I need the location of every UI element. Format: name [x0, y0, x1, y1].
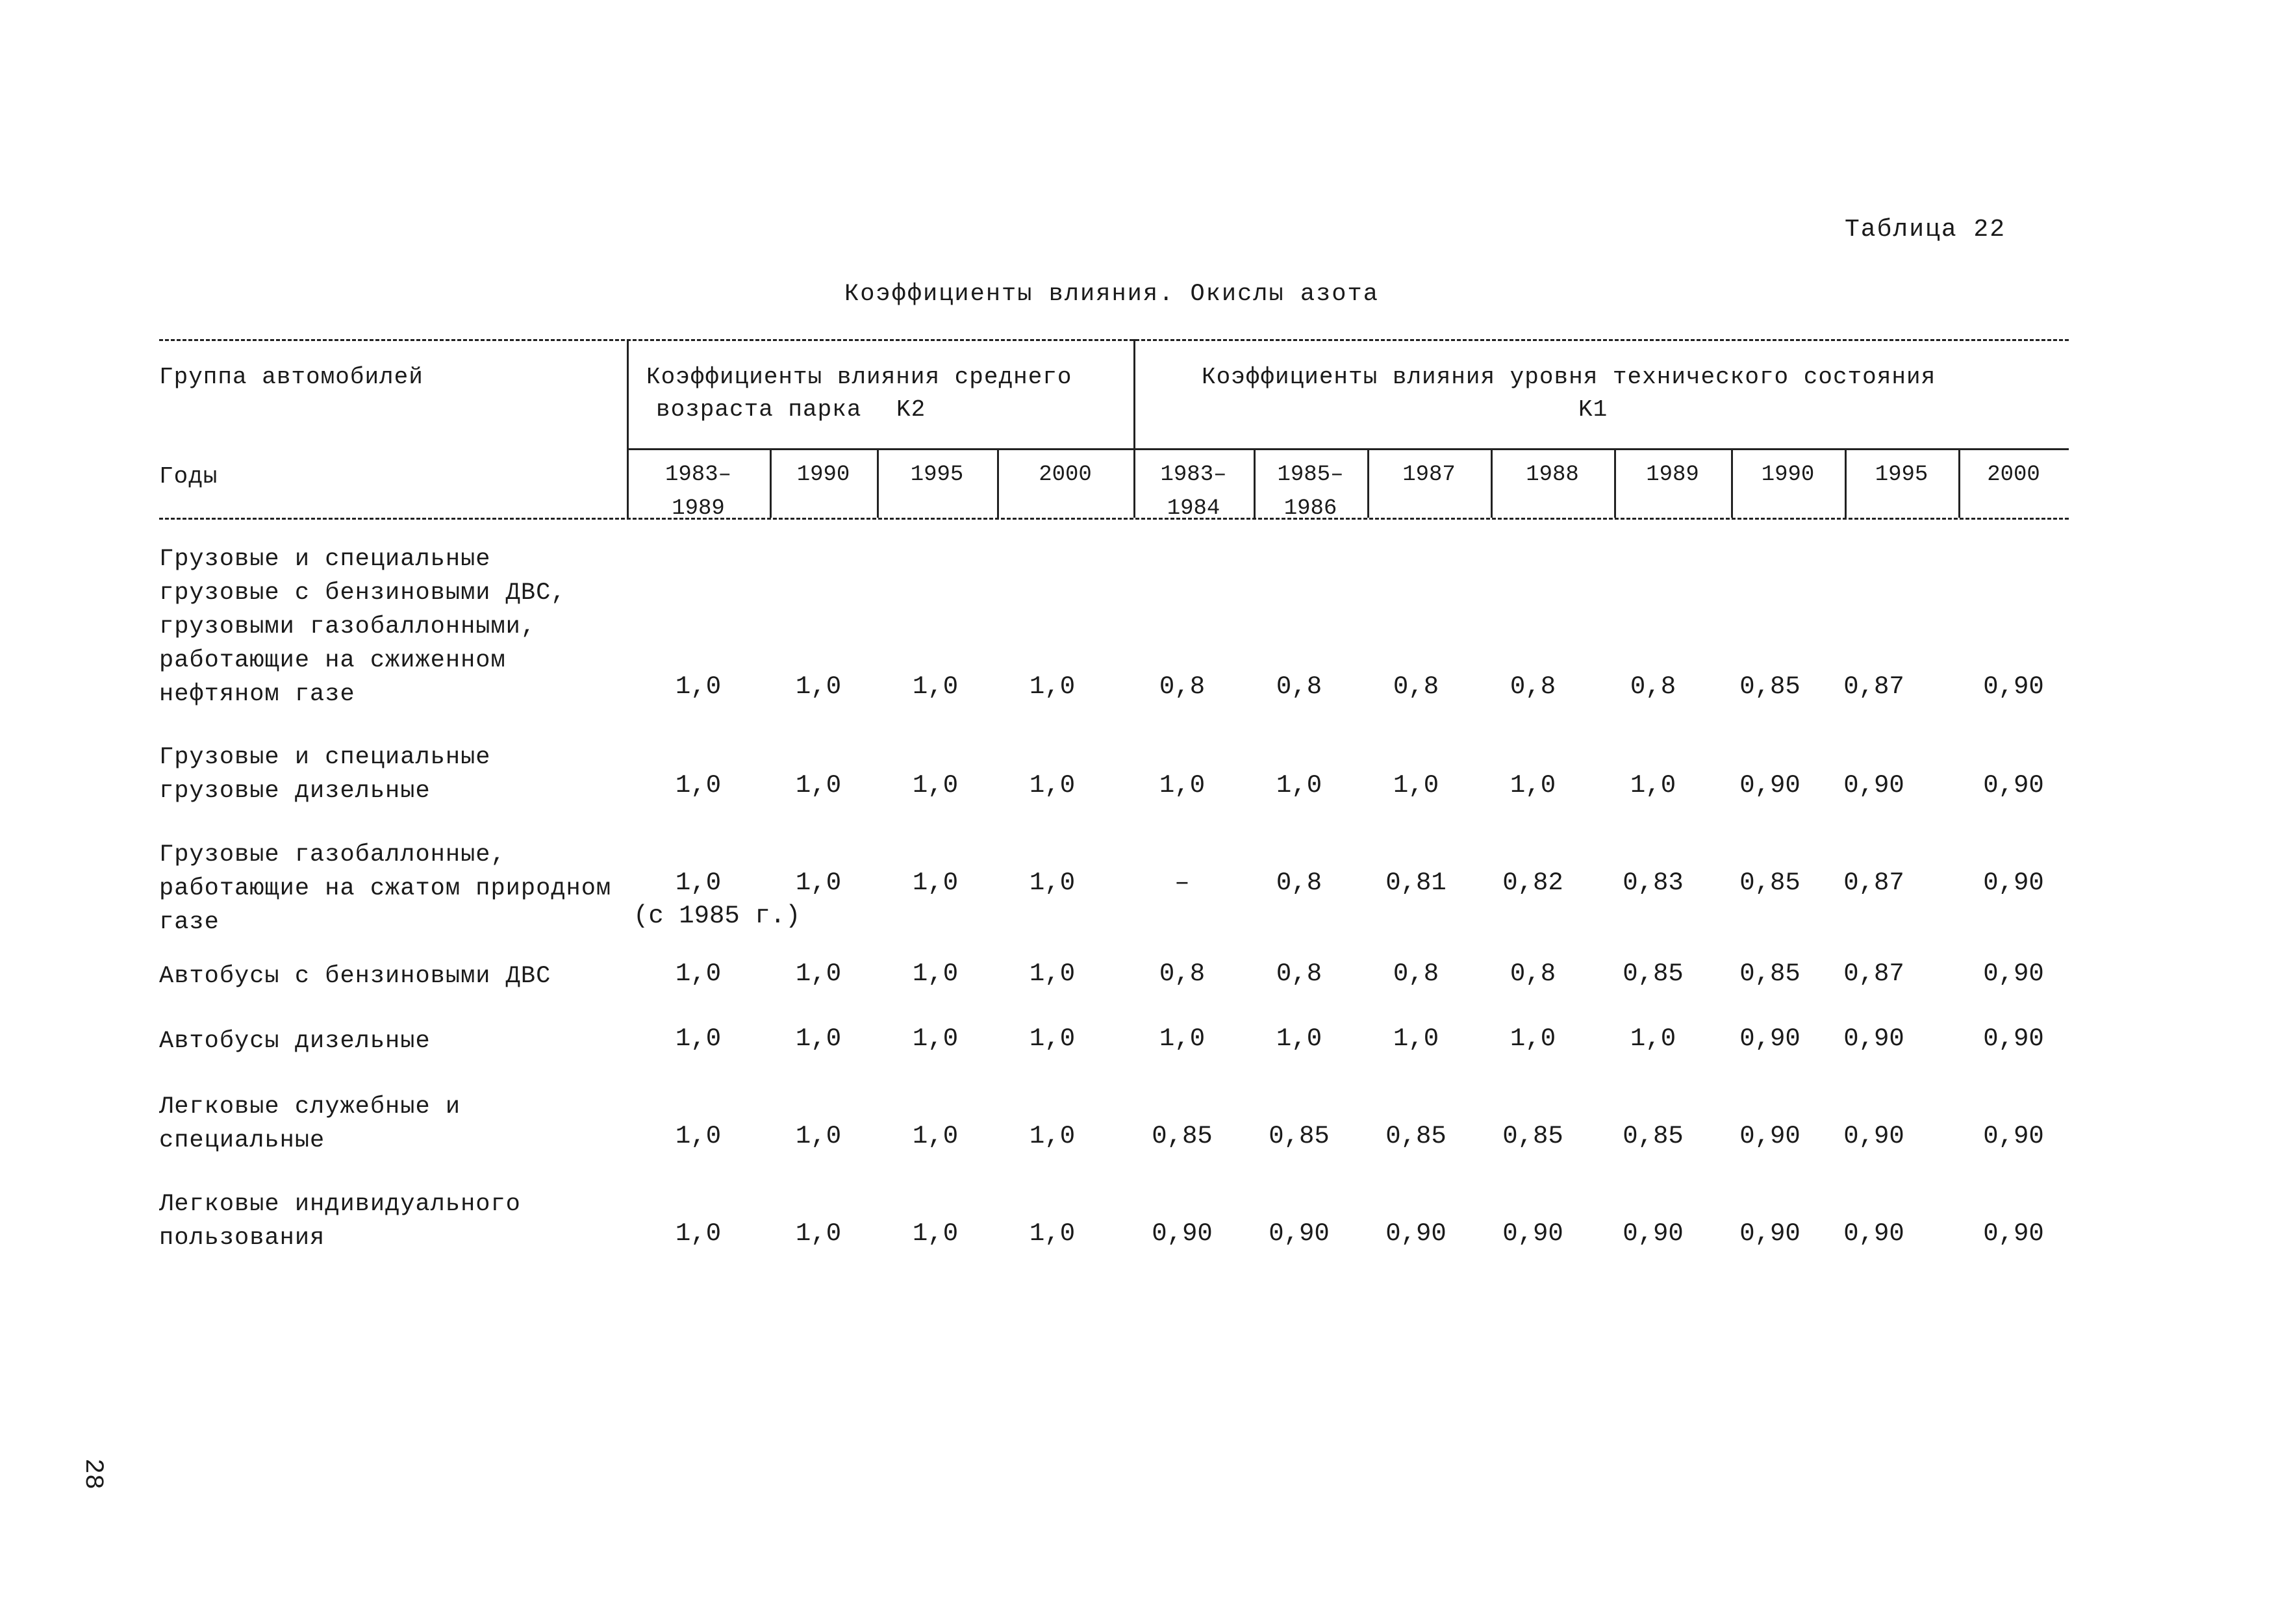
row-name: Легковые служебные и специальные: [159, 1093, 461, 1154]
cell: 1,0: [1510, 1024, 1556, 1053]
cell: 0,90: [1843, 1219, 1904, 1248]
year-header-k1-2: 1987: [1402, 463, 1456, 487]
cell: 0,90: [1843, 1122, 1904, 1150]
cell: 1,0: [675, 959, 722, 988]
cell: 1,0: [795, 1024, 842, 1053]
cell: 0,90: [1983, 1024, 2044, 1053]
cell: 1,0: [795, 1219, 842, 1248]
cell: 1,0: [795, 771, 842, 800]
row-name: Автобусы с бензиновыми ДВС: [159, 963, 551, 990]
cell: 0,90: [1623, 1219, 1684, 1248]
cell: 0,8: [1510, 672, 1556, 701]
cell: 0,85: [1739, 869, 1801, 897]
row-name: Грузовые и специальные грузовые дизельные: [159, 744, 491, 805]
cell: 0,87: [1843, 672, 1904, 701]
cell: 1,0: [1276, 771, 1322, 800]
cell: 0,90: [1385, 1219, 1447, 1248]
cell: 1,0: [675, 1219, 722, 1248]
k2-symbol: K2: [896, 396, 926, 423]
cell: 0,85: [1623, 1122, 1684, 1150]
header-bottom-rule: [159, 518, 2069, 520]
cell: 0,90: [1983, 672, 2044, 701]
cell: 0,90: [1269, 1219, 1330, 1248]
cell: 0,8: [1159, 959, 1206, 988]
cell: 1,0: [912, 771, 959, 800]
cell: 0,8: [1276, 672, 1322, 701]
cell: 0,8: [1393, 672, 1439, 701]
cell: 1,0: [1029, 1219, 1076, 1248]
cell: 0,85: [1502, 1122, 1563, 1150]
year-header-k2-3: 2000: [1039, 463, 1092, 487]
year-header-k1-6: 1995: [1875, 463, 1928, 487]
years-row-header: Годы: [159, 463, 218, 490]
page-number: 28: [78, 1458, 107, 1490]
year-header-k1-1: 1985– 1986: [1277, 463, 1344, 521]
cell: 1,0: [912, 1024, 959, 1053]
cell: 0,87: [1843, 959, 1904, 988]
row-name: Легковые индивидуального пользования: [159, 1191, 521, 1252]
cell: 0,8: [1276, 959, 1322, 988]
cell: 1,0: [1029, 959, 1076, 988]
cell: 0,85: [1385, 1122, 1447, 1150]
cell: 0,85: [1152, 1122, 1213, 1150]
cell: 0,81: [1385, 869, 1447, 897]
cell: 0,82: [1502, 869, 1563, 897]
cell: 1,0: [675, 1122, 722, 1150]
row-name: Автобусы дизельные: [159, 1028, 431, 1055]
k2-caption-line1: Коэффициенты влияния среднего: [646, 364, 1072, 390]
table-label: Таблица 22: [1845, 216, 2006, 244]
cell: 0,90: [1983, 1219, 2044, 1248]
cell: 0,90: [1983, 959, 2044, 988]
cell: 1,0: [1029, 1122, 1076, 1150]
cell: 1,0: [912, 959, 959, 988]
cell: 0,90: [1983, 869, 2044, 897]
cell: –: [1174, 869, 1190, 897]
cell-note: (с 1985 г.): [633, 902, 801, 930]
cell: 1,0: [1393, 1024, 1439, 1053]
cell: 0,8: [1510, 959, 1556, 988]
k1-caption: Коэффициенты влияния уровня технического состояния: [1202, 364, 1936, 390]
cell: 1,0: [795, 959, 842, 988]
k2-subheader-rule: [627, 448, 1133, 450]
table-top-rule: [159, 339, 2069, 341]
cell: 0,90: [1843, 1024, 1904, 1053]
year-header-k1-7: 2000: [1987, 463, 2040, 487]
k1-subheader-rule: [1133, 448, 2069, 450]
cell: 1,0: [1630, 1024, 1676, 1053]
cell: 1,0: [675, 869, 722, 897]
cell: 1,0: [1276, 1024, 1322, 1053]
cell: 1,0: [1029, 1024, 1076, 1053]
table-title: Коэффициенты влияния. Окислы азота: [844, 281, 1379, 308]
cell: 0,90: [1983, 771, 2044, 800]
cell: 0,8: [1159, 672, 1206, 701]
cell: 0,90: [1843, 771, 1904, 800]
year-header-k2-1: 1990: [796, 463, 850, 487]
cell: 1,0: [1029, 771, 1076, 800]
row-name: Грузовые и специальные грузовые с бензиновыми ДВС, грузовыми газобаллонными, работающие на сжиженном нефтяном газе: [159, 546, 566, 708]
k1-symbol: K1: [1578, 396, 1608, 423]
cell: 1,0: [912, 1219, 959, 1248]
year-header-k2-2: 1995: [910, 463, 964, 487]
year-header-k1-4: 1989: [1646, 463, 1699, 487]
cell: 0,90: [1152, 1219, 1213, 1248]
cell: 1,0: [795, 869, 842, 897]
cell: 1,0: [1393, 771, 1439, 800]
group-column-header: Группа автомобилей: [159, 364, 423, 390]
cell: 1,0: [795, 672, 842, 701]
cell: 0,90: [1502, 1219, 1563, 1248]
year-header-k2-0: 1983– 1989: [664, 463, 732, 521]
cell: 1,0: [795, 1122, 842, 1150]
cell: 0,90: [1739, 1219, 1801, 1248]
k2-caption-line2: возраста парка: [656, 396, 862, 423]
cell: 0,85: [1269, 1122, 1330, 1150]
cell: 0,8: [1393, 959, 1439, 988]
cell: 0,85: [1623, 959, 1684, 988]
cell: 0,90: [1983, 1122, 2044, 1150]
cell: 1,0: [912, 869, 959, 897]
cell: 0,87: [1843, 869, 1904, 897]
year-header-k1-5: 1990: [1761, 463, 1815, 487]
cell: 0,8: [1276, 869, 1322, 897]
cell: 1,0: [1159, 771, 1206, 800]
cell: 0,90: [1739, 771, 1801, 800]
cell: 0,90: [1739, 1024, 1801, 1053]
cell: 1,0: [1159, 1024, 1206, 1053]
year-header-k1-0: 1983– 1984: [1160, 463, 1227, 521]
cell: 1,0: [1630, 771, 1676, 800]
cell: 1,0: [675, 1024, 722, 1053]
cell: 1,0: [1029, 672, 1076, 701]
cell: 0,83: [1623, 869, 1684, 897]
cell: 1,0: [675, 672, 722, 701]
row-name: Грузовые газобаллонные, работающие на сжатом природном газе: [159, 841, 612, 936]
cell: 0,85: [1739, 959, 1801, 988]
cell: 0,8: [1630, 672, 1676, 701]
cell: 1,0: [1510, 771, 1556, 800]
year-header-k1-3: 1988: [1526, 463, 1579, 487]
cell: 1,0: [1029, 869, 1076, 897]
cell: 0,85: [1739, 672, 1801, 701]
cell: 0,90: [1739, 1122, 1801, 1150]
cell: 1,0: [912, 1122, 959, 1150]
cell: 1,0: [675, 771, 722, 800]
cell: 1,0: [912, 672, 959, 701]
